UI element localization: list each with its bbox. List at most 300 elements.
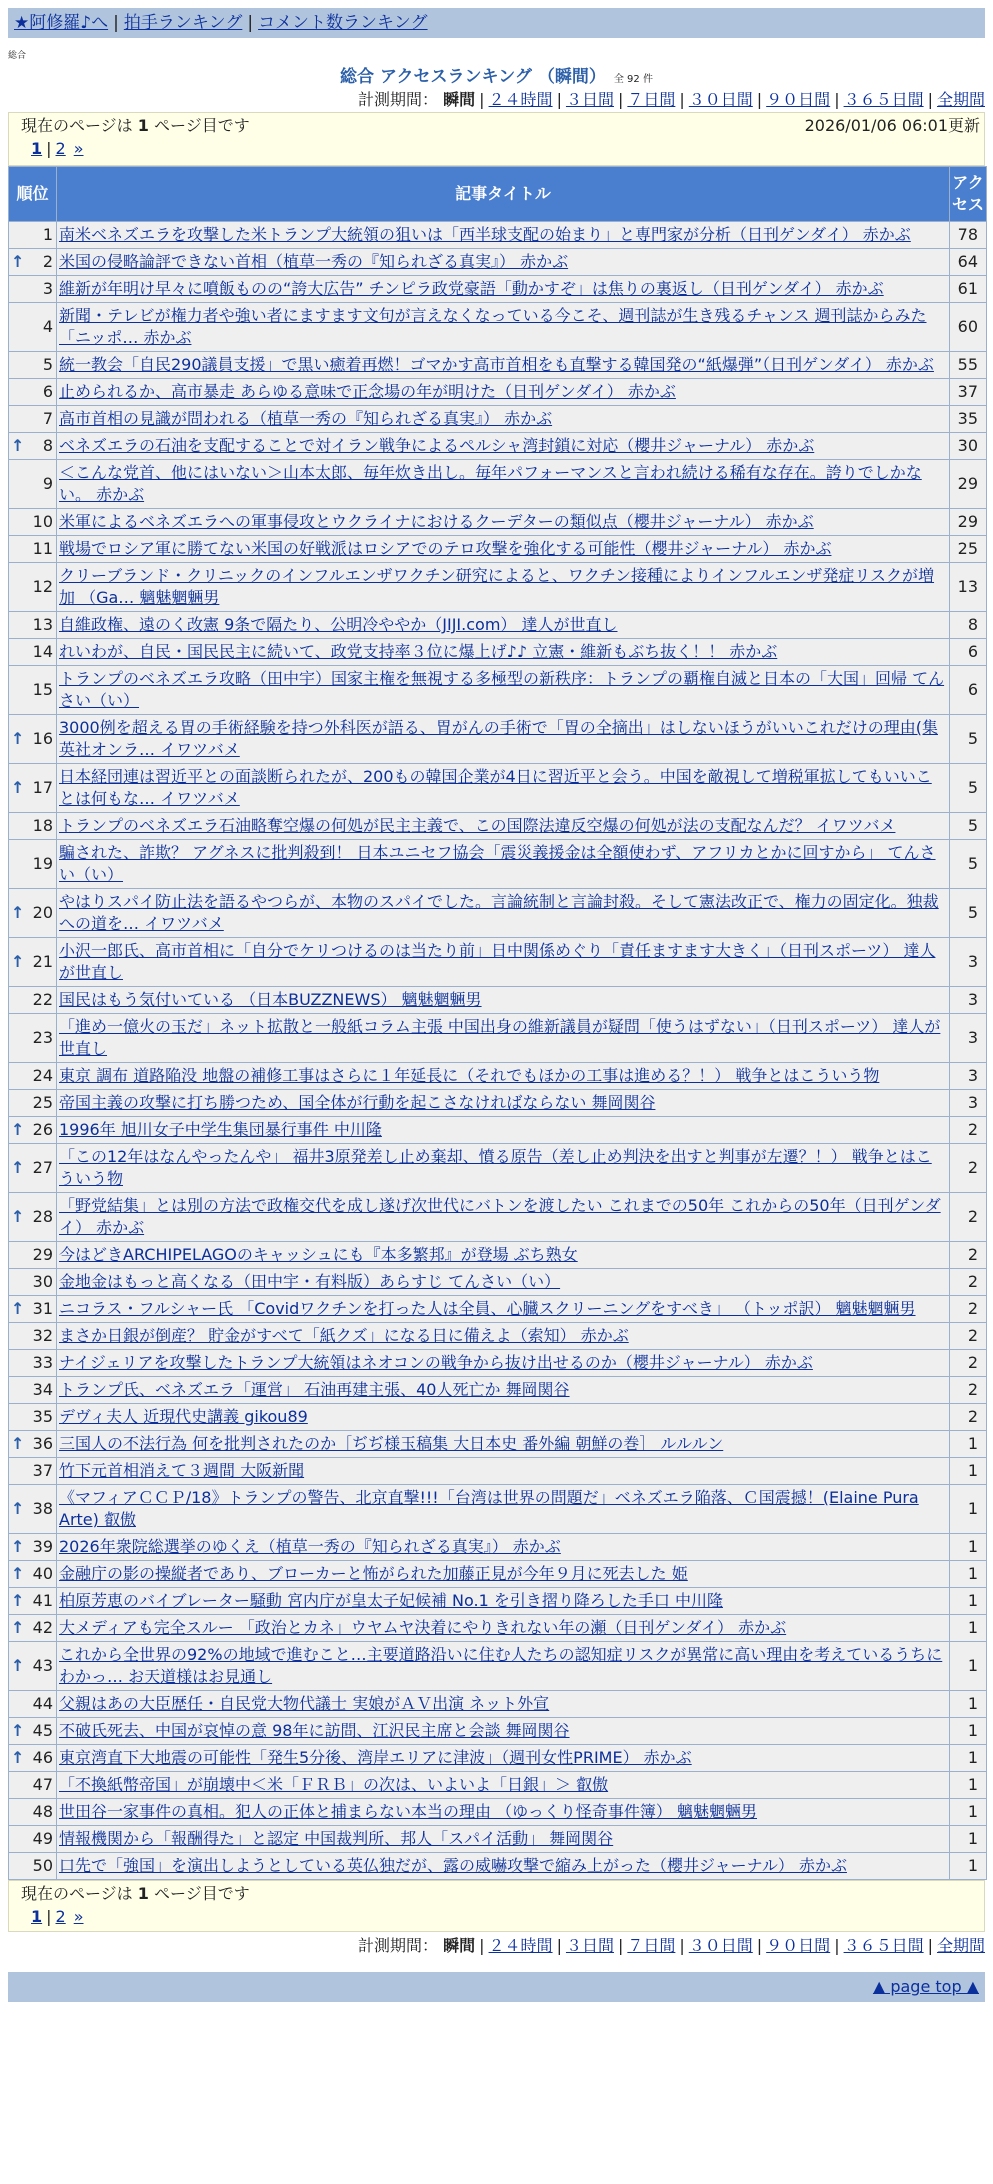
rank-cell bbox=[9, 1485, 56, 1533]
rank-up-icon: ↑ bbox=[11, 903, 25, 922]
rank-cell bbox=[9, 1144, 56, 1192]
period-item-90d[interactable]: ９０日間 bbox=[766, 90, 831, 109]
title-cell bbox=[57, 666, 949, 714]
access-count: 2 bbox=[950, 1377, 986, 1403]
rank-cell bbox=[9, 379, 56, 405]
top-navigation bbox=[8, 8, 985, 38]
next-page-link[interactable]: » bbox=[73, 1907, 84, 1926]
rank-header: 順位 bbox=[9, 167, 56, 221]
period-item-30d[interactable]: ３０日間 bbox=[688, 90, 753, 109]
period-separator: | bbox=[679, 90, 685, 109]
access-count: 2 bbox=[950, 1323, 986, 1349]
table-row bbox=[9, 840, 986, 888]
article-link[interactable]: やはりスパイ防止法を語るやつらが、本物のスパイでした。言論統制と言論封殺。そして憲法改正で、権力の固定化。独裁への道を… イワツバメ bbox=[59, 892, 939, 933]
rank-number: 47 bbox=[32, 1775, 53, 1794]
rank-cell bbox=[9, 1458, 56, 1484]
period-item-24h[interactable]: ２４時間 bbox=[488, 90, 553, 109]
ranking-table bbox=[8, 166, 987, 1880]
access-count: 3 bbox=[950, 938, 986, 986]
access-count: 2 bbox=[950, 1242, 986, 1268]
period-item-30d[interactable]: ３０日間 bbox=[688, 1936, 753, 1955]
article-link[interactable]: 《マフィアＣＣＰ/18》トランプの警告、北京直撃!!!「台湾は世界の問題だ」ベネズエラ陥落、Ｃ国震撼！(Elaine Pura Arte) 叡傲 bbox=[59, 1488, 919, 1529]
table-row bbox=[9, 379, 986, 405]
rank-cell bbox=[9, 303, 56, 351]
period-item-instant: 瞬間 bbox=[443, 1936, 476, 1955]
title-cell bbox=[57, 406, 949, 432]
table-row bbox=[9, 639, 986, 665]
rank-cell bbox=[9, 1561, 56, 1587]
article-link[interactable]: 小沢一郎氏、高市首相に「自分でケリつけるのは当たり前」日中関係めぐり「責任ますます大きく」（日刊スポーツ） 達人が世直し bbox=[59, 941, 936, 982]
rank-cell bbox=[9, 987, 56, 1013]
page-header bbox=[0, 66, 993, 88]
title-cell bbox=[57, 1588, 949, 1614]
item-count: 全 92 件 bbox=[613, 74, 653, 85]
period-separator: | bbox=[617, 1936, 624, 1955]
access-count: 1 bbox=[950, 1458, 986, 1484]
rank-number: 21 bbox=[32, 952, 53, 971]
pager-text: 現在のページは bbox=[21, 116, 138, 135]
rank-cell bbox=[9, 433, 56, 459]
article-link[interactable]: これから全世界の92%の地域で進むこと…主要道路沿いに住む人たちの認知症リスクが異常に高い理由を考えているうちにわかっ… お天道様はお見通し bbox=[59, 1645, 943, 1686]
period-label: 計測期間： bbox=[358, 1936, 439, 1955]
rank-number: 30 bbox=[32, 1272, 53, 1291]
rank-cell bbox=[9, 1193, 56, 1241]
rank-number: 10 bbox=[32, 512, 53, 531]
table-row bbox=[9, 249, 986, 275]
access-header: アクセス bbox=[950, 167, 986, 221]
rank-number: 2 bbox=[42, 252, 53, 271]
rank-number: 3 bbox=[42, 279, 53, 298]
rank-number: 43 bbox=[32, 1656, 53, 1675]
article-link[interactable]: デヴィ夫人 近現代史講義 gikou89 bbox=[59, 1407, 308, 1426]
rank-cell bbox=[9, 1691, 56, 1717]
rank-cell bbox=[9, 563, 56, 611]
rank-cell bbox=[9, 1296, 56, 1322]
rank-number: 22 bbox=[32, 990, 53, 1009]
article-link[interactable]: トランプのベネズエラ攻略（田中宇）国家主権を無視する多極型の新秩序：トランプの覇権自滅と日本の「大国」回帰 てんさい（い） bbox=[59, 669, 945, 710]
rank-number: 24 bbox=[32, 1066, 53, 1085]
title-cell bbox=[57, 1090, 949, 1116]
page-links bbox=[21, 137, 972, 161]
title-cell bbox=[57, 536, 949, 562]
rank-up-icon: ↑ bbox=[11, 1158, 25, 1177]
table-row bbox=[9, 406, 986, 432]
table-row bbox=[9, 813, 986, 839]
article-link[interactable]: 2026年衆院総選挙のゆくえ（植草一秀の『知られざる真実』） 赤かぶ bbox=[59, 1537, 561, 1556]
access-count: 6 bbox=[950, 639, 986, 665]
table-row bbox=[9, 1431, 986, 1457]
article-link[interactable]: 東京湾直下大地震の可能性「発生5分後、湾岸エリアに津波」（週刊女性PRIME） 赤かぶ bbox=[59, 1748, 692, 1767]
access-count: 25 bbox=[950, 536, 986, 562]
article-link[interactable]: 「不換紙幣帝国」が崩壊中＜米「ＦＲＢ」の次は、いよいよ「日銀」＞ 叡傲 bbox=[59, 1775, 609, 1794]
rank-cell bbox=[9, 509, 56, 535]
rank-number: 45 bbox=[32, 1721, 53, 1740]
title-cell bbox=[57, 1799, 949, 1825]
pager-text: ページ目です bbox=[148, 1884, 250, 1903]
rank-cell bbox=[9, 715, 56, 763]
rank-number: 26 bbox=[32, 1120, 53, 1139]
access-count: 29 bbox=[950, 460, 986, 508]
title-cell bbox=[57, 222, 949, 248]
nav-separator: | bbox=[247, 13, 254, 33]
access-count: 1 bbox=[950, 1745, 986, 1771]
table-row bbox=[9, 1853, 986, 1879]
article-link[interactable]: ニコラス・フルシャー氏 「Covidワクチンを打った人は全員、心臓スクリーニングをすべき」 （トッポ訳） 魑魅魍魎男 bbox=[59, 1299, 916, 1318]
period-separator: | bbox=[556, 90, 562, 109]
access-count: 1 bbox=[950, 1588, 986, 1614]
clap-ranking-link[interactable]: 拍手ランキング bbox=[123, 13, 243, 33]
period-separator: | bbox=[679, 1936, 685, 1955]
rank-up-icon: ↑ bbox=[11, 1591, 25, 1610]
period-selector-top bbox=[0, 88, 993, 112]
rank-cell bbox=[9, 1853, 56, 1879]
article-link[interactable]: 竹下元首相消えて３週間 大阪新聞 bbox=[59, 1461, 305, 1480]
table-row bbox=[9, 1588, 986, 1614]
table-row bbox=[9, 1691, 986, 1717]
table-row bbox=[9, 1090, 986, 1116]
title-cell bbox=[57, 352, 949, 378]
title-cell bbox=[57, 1691, 949, 1717]
table-header-row bbox=[9, 167, 986, 221]
period-item-3d[interactable]: ３日間 bbox=[565, 90, 614, 109]
rank-cell bbox=[9, 1090, 56, 1116]
table-row bbox=[9, 1458, 986, 1484]
access-count: 2 bbox=[950, 1144, 986, 1192]
access-count: 5 bbox=[950, 764, 986, 812]
article-link[interactable]: 日本経団連は習近平との面談断られたが、200もの韓国企業が4日に習近平と会う。中国を敵視して増税軍拡してもいいことは何もな… イワツバメ bbox=[59, 767, 932, 808]
rank-number: 12 bbox=[32, 577, 53, 596]
period-item-3d[interactable]: ３日間 bbox=[565, 1936, 614, 1955]
title-cell bbox=[57, 889, 949, 937]
article-link[interactable]: 「野党結集」とは別の方法で政権交代を成し遂げ次世代にバトンを渡したい これまでの50年 これからの50年（日刊ゲンダイ） 赤かぶ bbox=[59, 1196, 941, 1237]
article-link[interactable]: 東京 調布 道路陥没 地盤の補修工事はさらに１年延長に（それでもほかの工事は進める？！） 戦争とはこういう物 bbox=[59, 1066, 880, 1085]
title-cell bbox=[57, 1323, 949, 1349]
period-item-all[interactable]: 全期間 bbox=[936, 1936, 985, 1955]
title-cell bbox=[57, 1772, 949, 1798]
rank-cell bbox=[9, 1269, 56, 1295]
article-link[interactable]: 大メディアも完全スルー 「政治とカネ」ウヤムヤ決着にやりきれない年の瀬（日刊ゲンダイ） 赤かぶ bbox=[59, 1618, 787, 1637]
article-link[interactable]: 口先で「強国」を演出しようとしている英仏独だが、露の威嚇攻撃で縮み上がった（櫻井ジャーナル） 赤かぶ bbox=[59, 1856, 847, 1875]
period-item-all[interactable]: 全期間 bbox=[936, 90, 985, 109]
nav-separator: | bbox=[113, 13, 119, 33]
rank-up-icon: ↑ bbox=[11, 1748, 25, 1767]
access-count: 3 bbox=[950, 1063, 986, 1089]
period-separator: | bbox=[479, 90, 485, 109]
rank-cell bbox=[9, 1431, 56, 1457]
rank-up-icon: ↑ bbox=[11, 1299, 25, 1318]
table-row bbox=[9, 1193, 986, 1241]
access-count: 1 bbox=[950, 1534, 986, 1560]
article-link[interactable]: 自維政権、遠のく改憲 9条で隔たり、公明冷ややか（JIJI.com） 達人が世直し bbox=[59, 615, 618, 634]
rank-cell bbox=[9, 352, 56, 378]
table-row bbox=[9, 222, 986, 248]
page-link-1[interactable]: 1 bbox=[31, 1907, 43, 1926]
title-cell bbox=[57, 1615, 949, 1641]
table-row bbox=[9, 1144, 986, 1192]
article-link[interactable]: 三国人の不法行為 何を批判されたのか［ぢぢ様玉稿集 大日本史 番外編 朝鮮の巻］ ルルルン bbox=[59, 1434, 724, 1453]
table-row bbox=[9, 1561, 986, 1587]
table-row bbox=[9, 433, 986, 459]
article-link[interactable]: 世田谷一家事件の真相。犯人の正体と捕まらない本当の理由 （ゆっくり怪奇事件簿） 魑魅魍魎男 bbox=[59, 1802, 758, 1821]
rank-number: 33 bbox=[32, 1353, 53, 1372]
table-row bbox=[9, 1642, 986, 1690]
period-label: 計測期間： bbox=[358, 90, 439, 109]
table-row bbox=[9, 889, 986, 937]
access-count: 55 bbox=[950, 352, 986, 378]
page-links bbox=[21, 1905, 972, 1929]
title-cell bbox=[57, 1485, 949, 1533]
table-row bbox=[9, 1799, 986, 1825]
period-item-7d[interactable]: ７日間 bbox=[627, 1936, 676, 1955]
page-link-2[interactable]: 2 bbox=[55, 139, 66, 158]
access-count: 1 bbox=[950, 1718, 986, 1744]
title-cell bbox=[57, 764, 949, 812]
title-cell bbox=[57, 1350, 949, 1376]
rank-up-icon: ↑ bbox=[11, 1656, 25, 1675]
access-count: 35 bbox=[950, 406, 986, 432]
article-link[interactable]: 南米ベネズエラを攻撃した米トランプ大統領の狙いは「西半球支配の始まり」と専門家が分析（日刊ゲンダイ） 赤かぶ bbox=[59, 225, 911, 244]
access-count: 5 bbox=[950, 840, 986, 888]
rank-cell bbox=[9, 612, 56, 638]
rank-cell bbox=[9, 460, 56, 508]
article-link[interactable]: 戦場でロシア軍に勝てない米国の好戦派はロシアでのテロ攻撃を強化する可能性（櫻井ジャーナル） 赤かぶ bbox=[59, 539, 832, 558]
article-link[interactable]: 3000例を超える胃の手術経験を持つ外科医が語る、胃がんの手術で「胃の全摘出」はしないほうがいいこれだけの理由(集英社オンラ… イワツバメ bbox=[59, 718, 938, 759]
rank-number: 31 bbox=[32, 1299, 53, 1318]
access-count: 30 bbox=[950, 433, 986, 459]
access-count: 64 bbox=[950, 249, 986, 275]
rank-number: 7 bbox=[42, 409, 53, 428]
period-item-365d[interactable]: ３６５日間 bbox=[843, 90, 924, 109]
title-cell bbox=[57, 433, 949, 459]
access-count: 2 bbox=[950, 1350, 986, 1376]
access-count: 1 bbox=[950, 1642, 986, 1690]
rank-cell bbox=[9, 1377, 56, 1403]
page-link-1[interactable]: 1 bbox=[31, 139, 43, 158]
article-link[interactable]: まさか日銀が倒産？ 貯金がすべて「紙クズ」になる日に備えよ（索知） 赤かぶ bbox=[59, 1326, 629, 1345]
table-row bbox=[9, 1014, 986, 1062]
page-link-2[interactable]: 2 bbox=[55, 1907, 66, 1926]
rank-cell bbox=[9, 813, 56, 839]
article-link[interactable]: トランプ氏、ベネズエラ「運営」 石油再建主張、40人死亡か 舞岡関谷 bbox=[59, 1380, 570, 1399]
access-count: 3 bbox=[950, 987, 986, 1013]
rank-cell bbox=[9, 1404, 56, 1430]
access-count: 13 bbox=[950, 563, 986, 611]
article-link[interactable]: 国民はもう気付いている （日本BUZZNEWS） 魑魅魍魎男 bbox=[59, 990, 482, 1009]
table-row bbox=[9, 938, 986, 986]
table-row bbox=[9, 1745, 986, 1771]
article-link[interactable]: 高市首相の見識が問われる（植草一秀の『知られざる真実』） 赤かぶ bbox=[59, 409, 553, 428]
footer-bar bbox=[8, 1972, 985, 2002]
table-row bbox=[9, 1772, 986, 1798]
rank-cell bbox=[9, 889, 56, 937]
period-separator: | bbox=[834, 90, 840, 109]
rank-up-icon: ↑ bbox=[11, 1618, 25, 1637]
rank-number: 41 bbox=[32, 1591, 53, 1610]
article-link[interactable]: れいわが、自民・国民民主に続いて、政党支持率３位に爆上げ♪♪ 立憲・維新もぶち抜く！！ 赤かぶ bbox=[59, 642, 778, 661]
article-link[interactable]: 維新が年明け早々に噴飯ものの“誇大広告” チンピラ政党豪語「動かすぞ」は焦りの裏返し（日刊ゲンダイ） 赤かぶ bbox=[59, 279, 884, 298]
rank-cell bbox=[9, 276, 56, 302]
article-link[interactable]: 父親はあの大臣歴任・自民党大物代議士 実娘がＡＶ出演 ネット外宣 bbox=[59, 1694, 550, 1713]
article-link[interactable]: ベネズエラの石油を支配することで対イラン戦争によるペルシャ湾封鎖に対応（櫻井ジャーナル） 赤かぶ bbox=[59, 436, 815, 455]
rank-up-icon: ↑ bbox=[11, 1120, 25, 1139]
access-count: 5 bbox=[950, 889, 986, 937]
article-link[interactable]: 米国の侵略論評できない首相（植草一秀の『知られざる真実』） 赤かぶ bbox=[59, 252, 569, 271]
title-cell bbox=[57, 379, 949, 405]
ranking-table-body bbox=[9, 222, 986, 1879]
rank-number: 35 bbox=[32, 1407, 53, 1426]
table-row bbox=[9, 1350, 986, 1376]
title-cell bbox=[57, 1561, 949, 1587]
article-link[interactable]: 米軍によるベネズエラへの軍事侵攻とウクライナにおけるクーデターの類似点（櫻井ジャーナル） 赤かぶ bbox=[59, 512, 814, 531]
pager-text: 現在のページは bbox=[21, 1884, 138, 1903]
table-row bbox=[9, 460, 986, 508]
article-link[interactable]: 金地金はもっと高くなる（田中宇・有料版）あらすじ てんさい（い） bbox=[59, 1272, 561, 1291]
rank-cell bbox=[9, 1534, 56, 1560]
rank-number: 50 bbox=[32, 1856, 53, 1875]
rank-cell bbox=[9, 1772, 56, 1798]
rank-cell bbox=[9, 1642, 56, 1690]
title-cell bbox=[57, 715, 949, 763]
article-link[interactable]: 今はどきARCHIPELAGOのキャッシュにも『本多繁邦』が登場 ぶち熟女 bbox=[59, 1245, 578, 1264]
period-item-365d[interactable]: ３６５日間 bbox=[843, 1936, 924, 1955]
table-row bbox=[9, 1323, 986, 1349]
home-link[interactable]: ★阿修羅♪へ bbox=[14, 13, 109, 33]
page-top-link[interactable]: ▲ page top ▲ bbox=[872, 1977, 979, 1996]
access-count: 3 bbox=[950, 1014, 986, 1062]
table-row bbox=[9, 1826, 986, 1852]
access-count: 1 bbox=[950, 1772, 986, 1798]
access-count: 1 bbox=[950, 1826, 986, 1852]
article-link[interactable]: 「進め一億火の玉だ」ネット拡散と一般紙コラム主張 中国出身の維新議員が疑問「使うはずない」（日刊スポーツ） 達人が世直し bbox=[59, 1017, 941, 1058]
title-cell bbox=[57, 1642, 949, 1690]
title-cell bbox=[57, 1404, 949, 1430]
article-link[interactable]: 「この12年はなんやったんや」 福井3原発差し止め棄却、憤る原告（差し止め判決を出すと判事が左遷？！） 戦争とはこういう物 bbox=[59, 1147, 932, 1188]
table-row bbox=[9, 1377, 986, 1403]
title-cell bbox=[57, 1745, 949, 1771]
article-link[interactable]: 金融庁の影の操縦者であり、ブローカーと怖がられた加藤正見が今年９月に死去した 姫 bbox=[59, 1564, 688, 1583]
next-page-link[interactable]: » bbox=[73, 139, 84, 158]
period-item-24h[interactable]: ２４時間 bbox=[488, 1936, 553, 1955]
article-link[interactable]: 新聞・テレビが権力者や強い者にますます文句が言えなくなっている今こそ、週刊誌が生き残るチャンス 週刊誌からみた「ニッポ… 赤かぶ bbox=[59, 306, 927, 347]
title-cell bbox=[57, 938, 949, 986]
access-count: 1 bbox=[950, 1615, 986, 1641]
article-link[interactable]: トランプのベネズエラ石油略奪空爆の何処が民主主義で、この国際法違反空爆の何処が法の支配なんだ？ イワツバメ bbox=[59, 816, 896, 835]
article-link[interactable]: クリーブランド・クリニックのインフルエンザワクチン研究によると、ワクチン接種によりインフルエンザ発症リスクが増加 （Ga… 魑魅魍魎男 bbox=[59, 566, 935, 607]
rank-cell bbox=[9, 536, 56, 562]
period-separator: | bbox=[756, 90, 763, 109]
rank-number: 42 bbox=[32, 1618, 53, 1637]
rank-cell bbox=[9, 1718, 56, 1744]
article-link[interactable]: 統一教会「自民290議員支援」で黒い癒着再燃！ゴマかす高市首相をも直撃する韓国発の“紙爆弾”（日刊ゲンダイ） 赤かぶ bbox=[59, 355, 934, 374]
title-cell bbox=[57, 840, 949, 888]
title-cell bbox=[57, 1296, 949, 1322]
rank-number: 15 bbox=[32, 680, 53, 699]
period-separator: | bbox=[617, 90, 624, 109]
rank-cell bbox=[9, 840, 56, 888]
article-link[interactable]: 止められるか、高市暴走 あらゆる意味で正念場の年が明けた（日刊ゲンダイ） 赤かぶ bbox=[59, 382, 676, 401]
rank-up-icon: ↑ bbox=[11, 252, 25, 271]
access-count: 2 bbox=[950, 1296, 986, 1322]
rank-cell bbox=[9, 406, 56, 432]
article-link[interactable]: 1996年 旭川女子中学生集団暴行事件 中川隆 bbox=[59, 1120, 382, 1139]
table-row bbox=[9, 1615, 986, 1641]
rank-cell bbox=[9, 1014, 56, 1062]
rank-number: 38 bbox=[32, 1499, 53, 1518]
rank-up-icon: ↑ bbox=[11, 436, 25, 455]
rank-number: 17 bbox=[32, 778, 53, 797]
rank-number: 20 bbox=[32, 903, 53, 922]
rank-number: 48 bbox=[32, 1802, 53, 1821]
article-link[interactable]: 柏原芳恵のバイブレーター騒動 宮内庁が皇太子妃候補 No.1 を引き摺り降ろした手口 中川隆 bbox=[59, 1591, 723, 1610]
article-link[interactable]: ナイジェリアを攻撃したトランプ大統領はネオコンの戦争から抜け出せるのか（櫻井ジャーナル） 赤かぶ bbox=[59, 1353, 813, 1372]
rank-number: 4 bbox=[42, 317, 53, 336]
table-row bbox=[9, 352, 986, 378]
article-link[interactable]: 帝国主義の攻撃に打ち勝つため、国全体が行動を起こさなければならない 舞岡関谷 bbox=[59, 1093, 656, 1112]
table-row bbox=[9, 1242, 986, 1268]
article-link[interactable]: 不破氏死去、中国が哀悼の意 98年に訪問、江沢民主席と会談 舞岡関谷 bbox=[59, 1721, 570, 1740]
period-separator: | bbox=[927, 90, 933, 109]
table-row bbox=[9, 666, 986, 714]
rank-up-icon: ↑ bbox=[11, 1564, 25, 1583]
rank-cell bbox=[9, 1323, 56, 1349]
rank-cell bbox=[9, 639, 56, 665]
access-count: 78 bbox=[950, 222, 986, 248]
rank-number: 37 bbox=[32, 1461, 53, 1480]
access-count: 2 bbox=[950, 1193, 986, 1241]
title-cell bbox=[57, 813, 949, 839]
rank-number: 36 bbox=[32, 1434, 53, 1453]
article-link[interactable]: ＜こんな党首、他にはいない＞山本太郎、毎年炊き出し。毎年パフォーマンスと言われ続ける稀有な存在。誇りでしかない。 赤かぶ bbox=[59, 463, 922, 504]
title-cell bbox=[57, 509, 949, 535]
access-count: 5 bbox=[950, 715, 986, 763]
rank-number: 13 bbox=[32, 615, 53, 634]
rank-number: 46 bbox=[32, 1748, 53, 1767]
rank-number: 32 bbox=[32, 1326, 53, 1345]
comment-ranking-link[interactable]: コメント数ランキング bbox=[258, 13, 428, 33]
rank-cell bbox=[9, 222, 56, 248]
title-header: 記事タイトル bbox=[57, 167, 949, 221]
rank-number: 19 bbox=[32, 854, 53, 873]
pager-bottom bbox=[8, 1880, 985, 1932]
pager-top bbox=[8, 112, 985, 166]
rank-cell bbox=[9, 764, 56, 812]
rank-number: 11 bbox=[32, 539, 53, 558]
table-row bbox=[9, 563, 986, 611]
table-row bbox=[9, 1485, 986, 1533]
access-count: 29 bbox=[950, 509, 986, 535]
article-link[interactable]: 騙された、詐欺？ アグネスに批判殺到！ 日本ユニセフ協会「震災義援金は全額使わず、アフリカとかに回すから」 てんさい（い） bbox=[59, 843, 936, 884]
rank-cell bbox=[9, 938, 56, 986]
title-cell bbox=[57, 460, 949, 508]
table-row bbox=[9, 1404, 986, 1430]
table-row bbox=[9, 1296, 986, 1322]
access-count: 3 bbox=[950, 1090, 986, 1116]
rank-cell bbox=[9, 1799, 56, 1825]
rank-cell bbox=[9, 1588, 56, 1614]
rank-cell bbox=[9, 1063, 56, 1089]
access-count: 37 bbox=[950, 379, 986, 405]
title-cell bbox=[57, 639, 949, 665]
title-cell bbox=[57, 612, 949, 638]
pager-text: ページ目です bbox=[148, 116, 250, 135]
rank-number: 5 bbox=[42, 355, 53, 374]
access-count: 60 bbox=[950, 303, 986, 351]
period-separator: | bbox=[834, 1936, 840, 1955]
period-item-7d[interactable]: ７日間 bbox=[627, 90, 676, 109]
article-link[interactable]: 情報機関から「報酬得た」と認定 中国裁判所、邦人「スパイ活動」 舞岡関谷 bbox=[59, 1829, 614, 1848]
period-item-90d[interactable]: ９０日間 bbox=[766, 1936, 831, 1955]
rank-up-icon: ↑ bbox=[11, 1721, 25, 1740]
